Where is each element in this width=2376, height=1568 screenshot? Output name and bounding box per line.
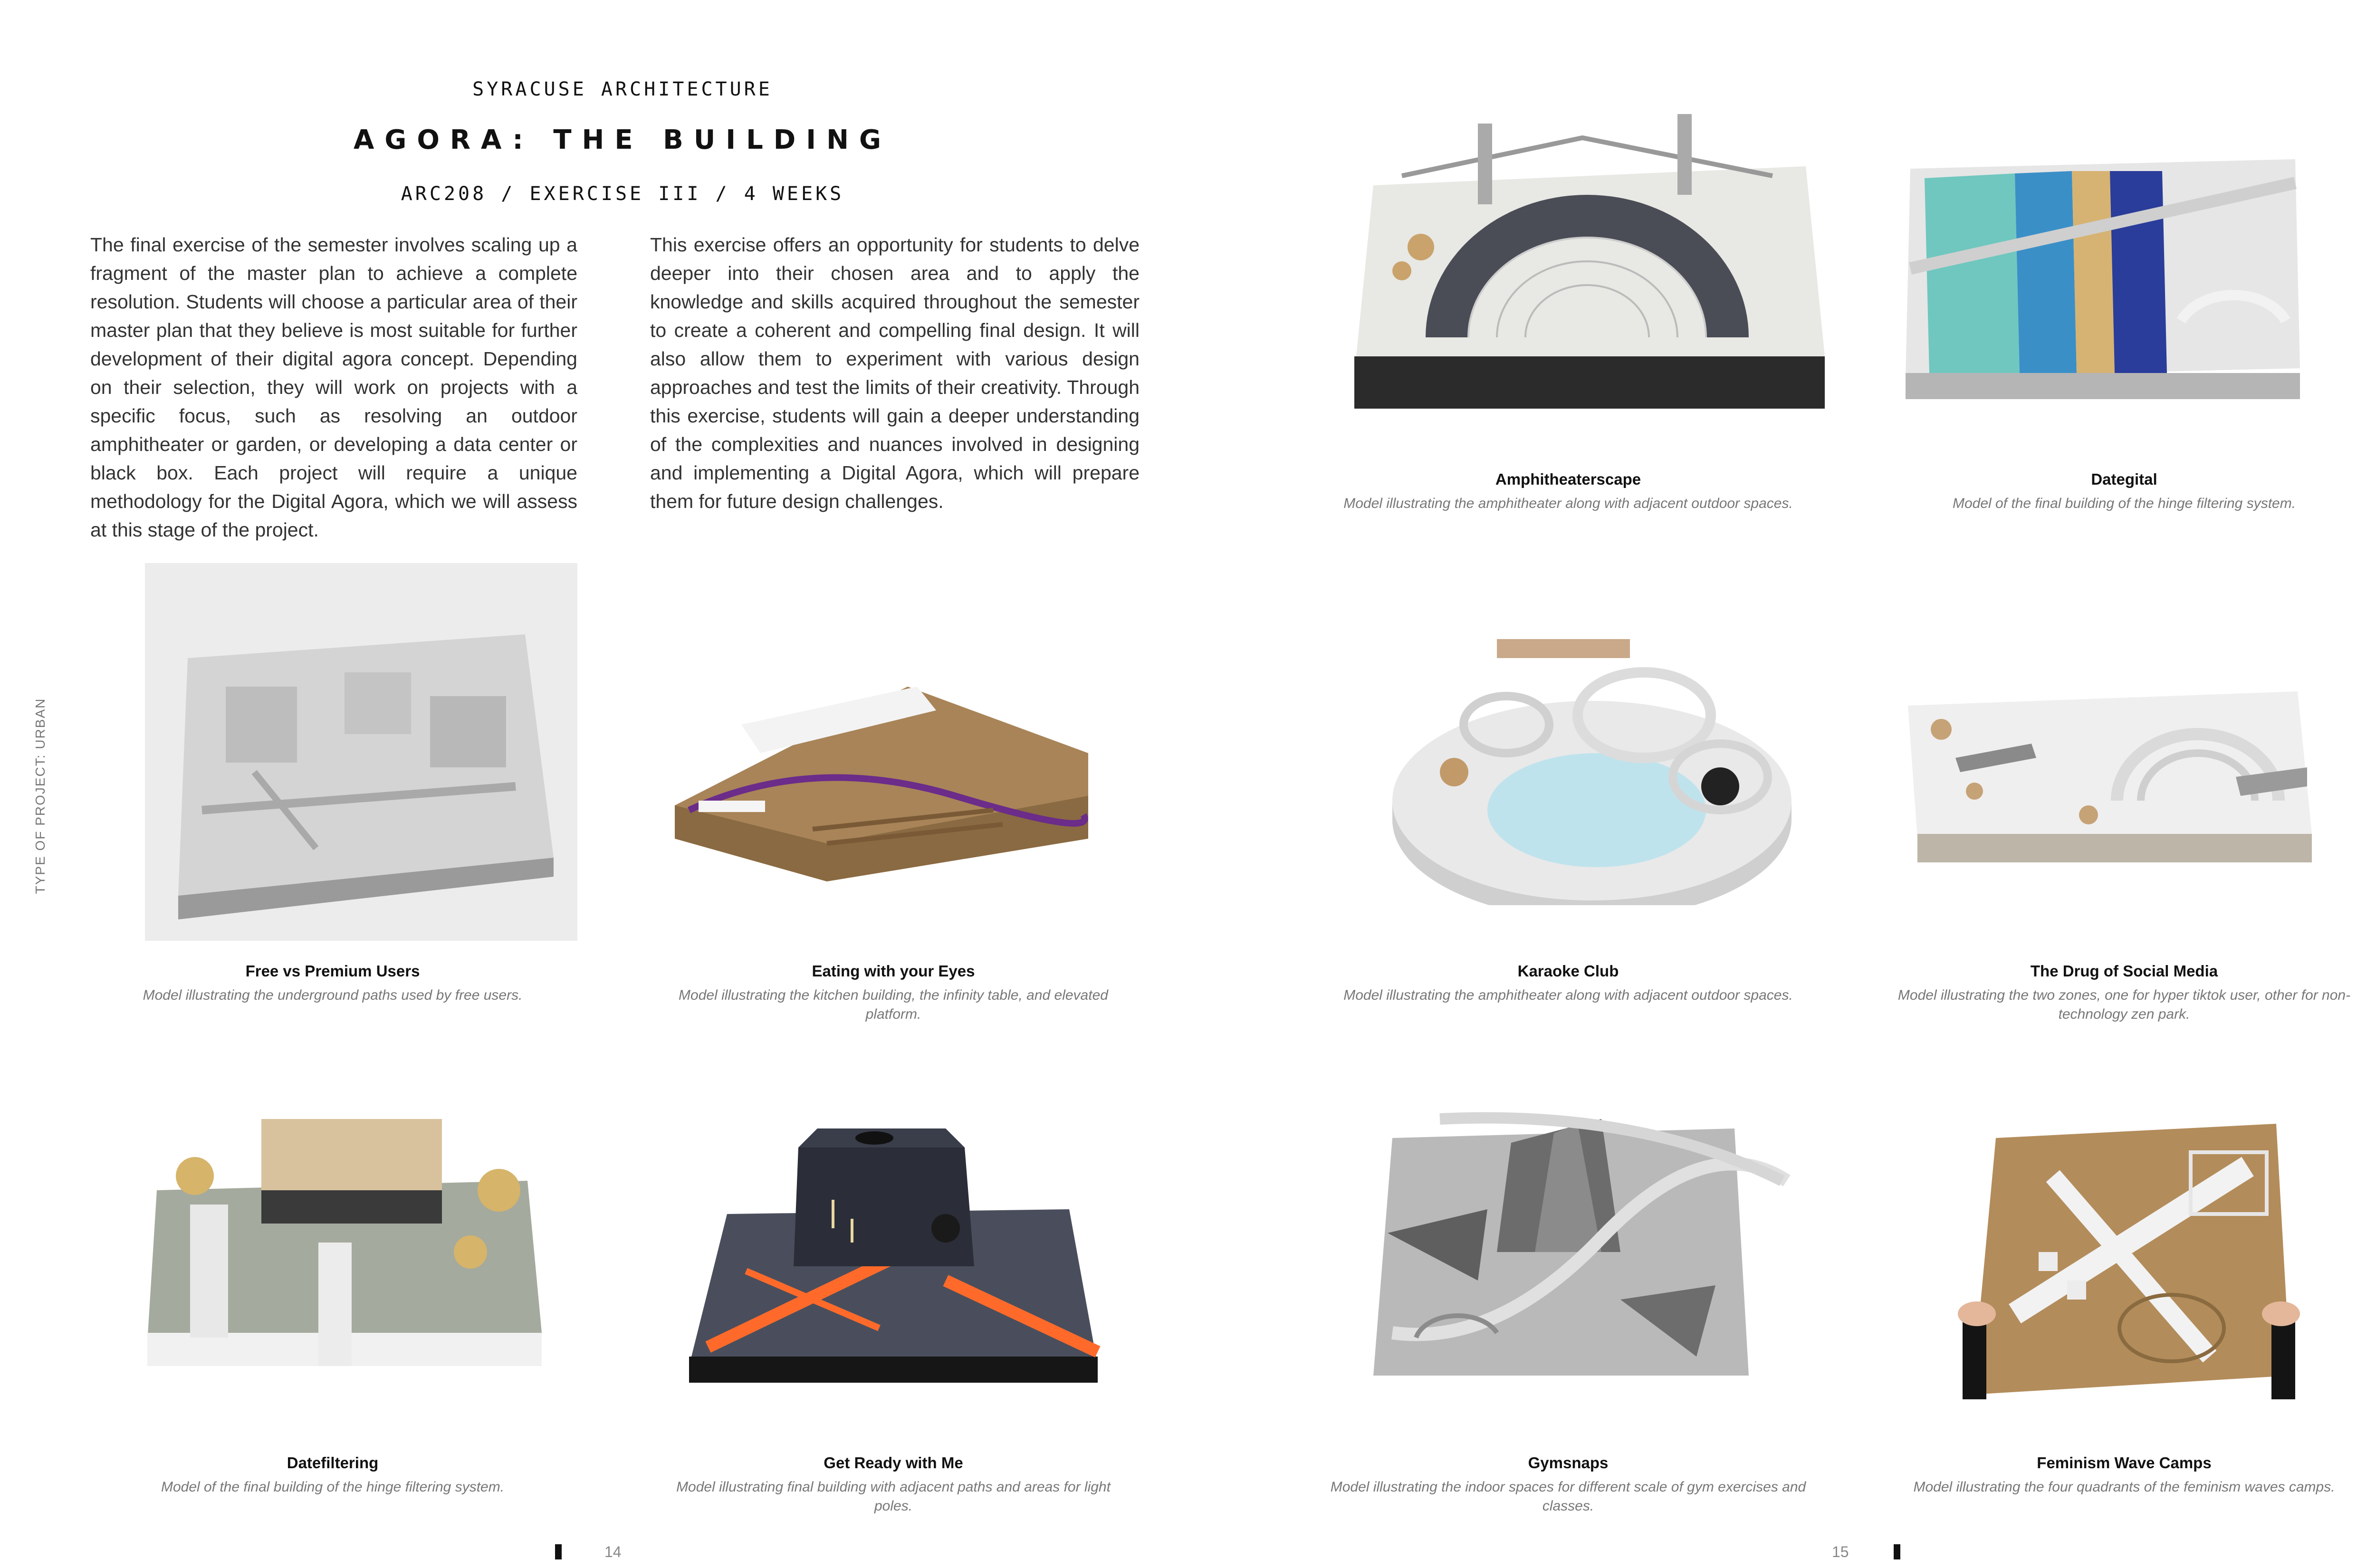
kicker: SYRACUSE ARCHITECTURE bbox=[472, 78, 773, 100]
side-label-left: TYPE OF PROJECT: URBAN bbox=[33, 698, 48, 894]
free-vs-premium-model-image bbox=[145, 563, 577, 941]
caption-title-drug-of-social-media: The Drug of Social Media bbox=[2030, 962, 2218, 980]
caption-title-amphitheaterscape: Amphitheaterscape bbox=[1495, 470, 1641, 488]
caption-desc-gymsnaps: Model illustrating the indoor spaces for different scale of gym exercises and classes. bbox=[1330, 1479, 1806, 1514]
intro-column-2: This exercise offers an opportunity for students to delve deeper into their chosen area and to apply the knowledge and skills acquired throughout the semester to create a coherent and compelling final design. It will also allow them to experiment with various design approaches and test the limits of their creativity. Through this exercise, students will gain a deeper understanding of the complexities and nuances involved in designing and implementing a Digital Agora, which will prepare them for future design challenges. bbox=[650, 234, 1140, 512]
caption-desc-dategital: Model of the final building of the hinge filtering system. bbox=[1952, 496, 2296, 511]
caption-desc-eating-with-your-eyes: Model illustrating the kitchen building, the infinity table, and elevated platform. bbox=[679, 987, 1108, 1022]
gymsnaps-model-image bbox=[1354, 1109, 1820, 1390]
caption-desc-feminism-wave-camps: Model illustrating the four quadrants of the feminism waves camps. bbox=[1913, 1479, 2335, 1495]
caption-desc-amphitheaterscape: Model illustrating the amphitheater along with adjacent outdoor spaces. bbox=[1343, 496, 1793, 511]
page-marker-left bbox=[555, 1544, 562, 1559]
dategital-model-image bbox=[1896, 150, 2309, 406]
page-title: AGORA: THE BUILDING bbox=[354, 124, 891, 155]
page-number-left: 14 bbox=[604, 1543, 622, 1560]
page-number-right: 15 bbox=[1832, 1543, 1849, 1560]
caption-title-eating-with-your-eyes: Eating with your Eyes bbox=[812, 962, 975, 980]
caption-desc-datefiltering: Model of the final building of the hinge filtering system. bbox=[161, 1479, 505, 1495]
page-marker-right bbox=[1894, 1544, 1900, 1559]
intro-column-1: The final exercise of the semester involves scaling up a fragment of the master plan to achieve a complete resolution. Students will choose a particular area of their master plan that they believe is most suitable for further development of their digital agora concept. Depending on their selection, they will work on projects with a specific focus, such as resolving an outdoor amphitheater or garden, or developing a data center or black box. Each project will require a unique methodology for the Digital Agora, which we will assess at this stage of the project. bbox=[90, 234, 577, 541]
get-ready-with-me-model-image bbox=[680, 1128, 1112, 1392]
drug-of-social-media-model-image bbox=[1889, 634, 2317, 867]
amphitheaterscape-model-image bbox=[1345, 109, 1834, 413]
caption-title-karaoke-club: Karaoke Club bbox=[1517, 962, 1619, 980]
datefiltering-model-image bbox=[138, 1109, 556, 1376]
caption-desc-free-vs-premium: Model illustrating the underground paths used by free users. bbox=[143, 987, 523, 1003]
caption-desc-drug-of-social-media: Model illustrating the two zones, one for hyper tiktok user, other for non-technology zen park. bbox=[1897, 987, 2351, 1022]
karaoke-club-model-image bbox=[1378, 630, 1806, 905]
feminism-wave-camps-model-image bbox=[1944, 1109, 2314, 1414]
caption-title-free-vs-premium: Free vs Premium Users bbox=[245, 962, 420, 980]
caption-title-feminism-wave-camps: Feminism Wave Camps bbox=[2037, 1454, 2212, 1472]
caption-title-get-ready-with-me: Get Ready with Me bbox=[824, 1454, 963, 1472]
eating-with-your-eyes-model-image bbox=[670, 658, 1093, 884]
caption-title-dategital: Dategital bbox=[2091, 470, 2157, 488]
caption-title-gymsnaps: Gymsnaps bbox=[1528, 1454, 1609, 1472]
caption-title-datefiltering: Datefiltering bbox=[287, 1454, 379, 1472]
course-subtitle: ARC208 / EXERCISE III / 4 WEEKS bbox=[401, 183, 844, 205]
caption-desc-get-ready-with-me: Model illustrating final building with adjacent paths and areas for light poles. bbox=[676, 1479, 1111, 1514]
caption-desc-karaoke-club: Model illustrating the amphitheater along with adjacent outdoor spaces. bbox=[1343, 987, 1793, 1003]
